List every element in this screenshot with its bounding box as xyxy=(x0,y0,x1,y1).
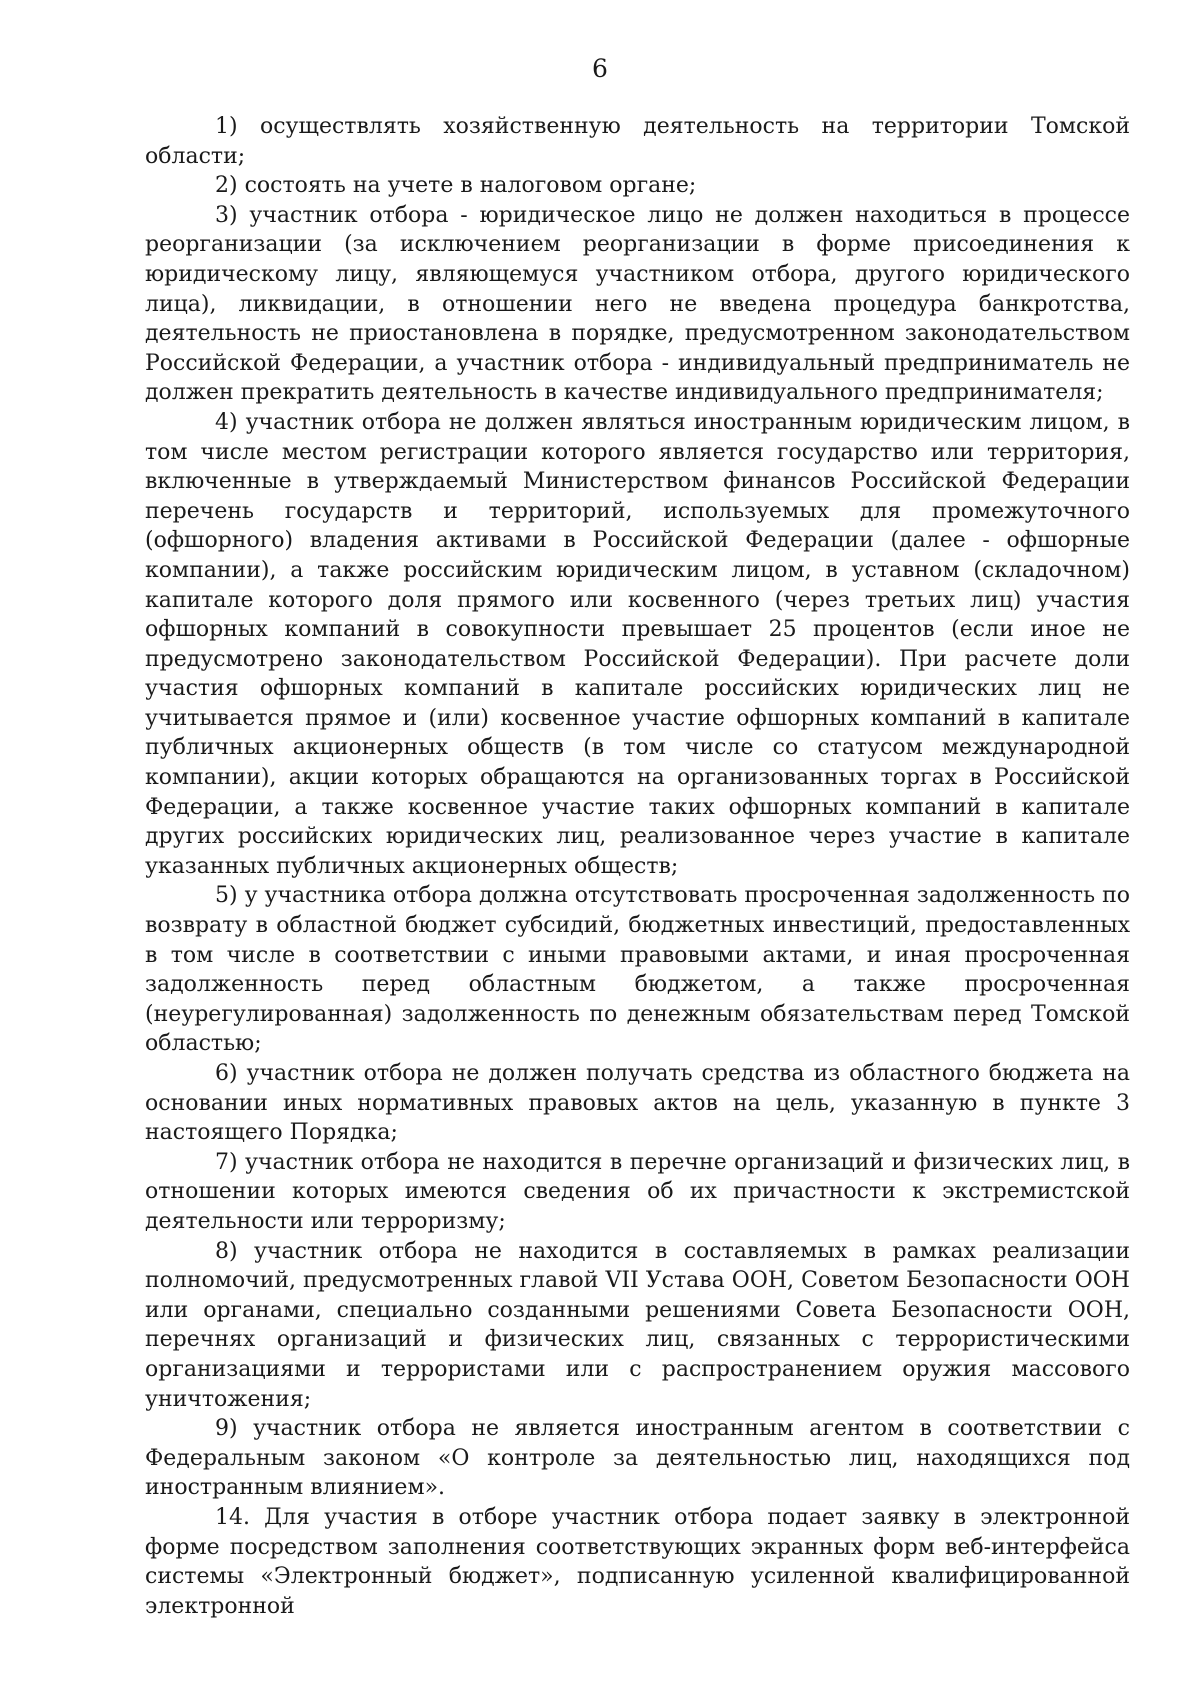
paragraph-item-4: 4) участник отбора не должен являться иностранным юридическим лицом, в том числе местом регистрации которого является государство или территория, включенные в утверждаемый Министерством финансов Российской Федерации перечень государств и территорий, используемых для промежуточного (офшорного) владения активами в Российской Федерации (далее - офшорные компании), а также российским юридическим лицом, в уставном (складочном) капитале которого доля прямого или косвенного (через третьих лиц) участия офшорных компаний в совокупности превышает 25 процентов (если иное не предусмотрено законодательством Российской Федерации). При расчете доли участия офшорных компаний в капитале российских юридических лиц не учитывается прямое и (или) косвенное участие офшорных компаний в капитале публичных акционерных обществ (в том числе со статусом международной компании), акции которых обращаются на организованных торгах в Российской Федерации, а также косвенное участие таких офшорных компаний в капитале других российских юридических лиц, реализованное через участие в капитале указанных публичных акционерных обществ; xyxy=(145,409,1130,879)
page-number: 6 xyxy=(592,54,608,83)
paragraph-item-6: 6) участник отбора не должен получать средства из областного бюджета на основании иных нормативных правовых актов на цель, указанную в пункте 3 настоящего Порядка; xyxy=(145,1061,1130,1146)
paragraph-item-9: 9) участник отбора не является иностранным агентом в соответствии с Федеральным законом «О контроле за деятельностью лиц, находящихся под иностранным влиянием». xyxy=(145,1416,1130,1501)
paragraph-item-14: 14. Для участия в отборе участник отбора подает заявку в электронной форме посредством заполнения соответствующих экранных форм веб-интерфейса системы «Электронный бюджет», подписанную усиленной квалифицированной электронной xyxy=(145,1504,1130,1619)
paragraph-item-8: 8) участник отбора не находится в составляемых в рамках реализации полномочий, предусмотренных главой VII Устава ООН, Советом Безопасности ООН или органами, специально созданными решениями Совета Безопасности ООН, перечнях организаций и физических лиц, связанных с террористическими организациями и террористами или с распространением оружия массового уничтожения; xyxy=(145,1238,1130,1412)
paragraph-item-1: 1) осуществлять хозяйственную деятельность на территории Томской области; xyxy=(145,114,1130,169)
paragraph-item-5: 5) у участника отбора должна отсутствовать просроченная задолженность по возврату в областной бюджет субсидий, бюджетных инвестиций, предоставленных в том числе в соответствии с иными правовыми актами, и иная просроченная задолженность перед областным бюджетом, а также просроченная (неурегулированная) задолженность по денежным обязательствам перед Томской областью; xyxy=(145,883,1130,1057)
paragraph-item-7: 7) участник отбора не находится в перечне организаций и физических лиц, в отношении которых имеются сведения об их причастности к экстремистской деятельности или терроризму; xyxy=(145,1149,1130,1234)
document-body xyxy=(145,112,1130,1621)
paragraph-item-2: 2) состоять на учете в налоговом органе; xyxy=(215,173,697,199)
paragraph-item-3: 3) участник отбора - юридическое лицо не должен находиться в процессе реорганизации (за исключением реорганизации в форме присоединения к юридическому лицу, являющемуся участником отбора, другого юридического лица), ликвидации, в отношении него не введена процедура банкротства, деятельность не приостановлена в порядке, предусмотренном законодательством Российской Федерации, а участник отбора - индивидуальный предприниматель не должен прекратить деятельность в качестве индивидуального предпринимателя; xyxy=(145,202,1130,406)
